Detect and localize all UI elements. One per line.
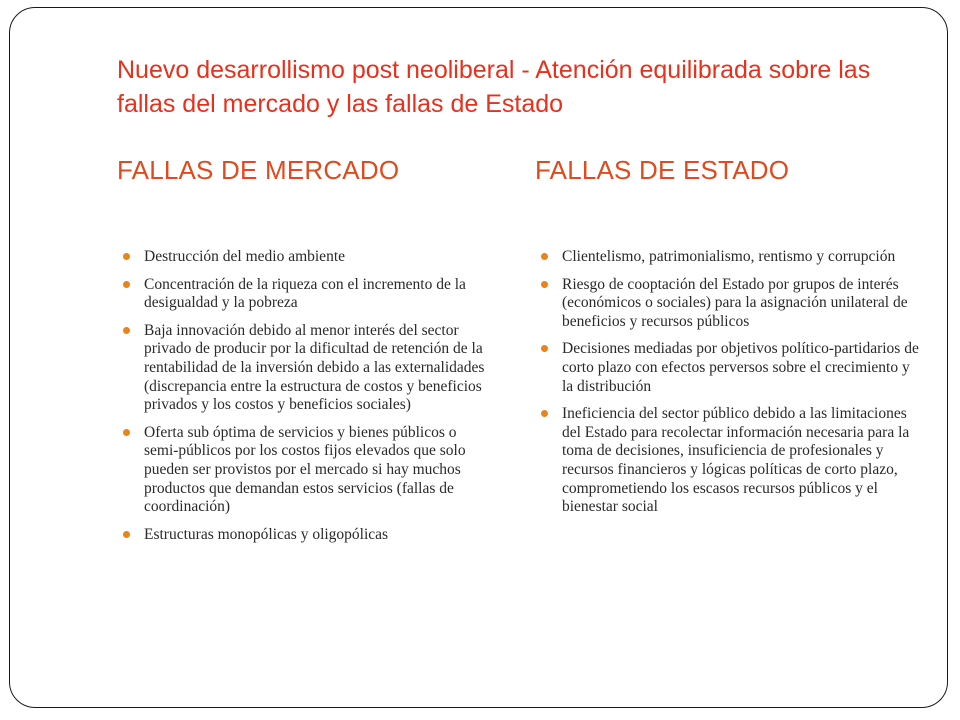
list-item: Concentración de la riqueza con el incremento de la desigualdad y la pobreza	[123, 276, 493, 313]
list-item: Oferta sub óptima de servicios y bienes públicos o semi-públicos por los costos fijos elevados que solo pueden ser provistos por el mercado si hay muchos productos que demandan estos servicios (fallas de coordinación)	[123, 424, 493, 517]
list-item: Estructuras monopólicas y oligopólicas	[123, 526, 493, 545]
slide-title: Nuevo desarrollismo post neoliberal - Atención equilibrada sobre las fallas del mercado y las fallas de Estado	[117, 56, 871, 118]
list-item: Baja innovación debido al menor interés del sector privado de producir por la dificultad de retención de la rentabilidad de la inversión debido a las externalidades (discrepancia entre la estructura de costos y beneficios privados y los costos y beneficios sociales)	[123, 322, 493, 415]
heading-fallas-de-mercado: FALLAS DE MERCADO	[117, 155, 400, 185]
list-item: Decisiones mediadas por objetivos político-partidarios de corto plazo con efectos perversos sobre el crecimiento y la distribución	[541, 340, 921, 396]
list-item: Destrucción del medio ambiente	[123, 248, 493, 267]
slide-frame	[9, 7, 948, 708]
heading-fallas-de-estado: FALLAS DE ESTADO	[535, 155, 790, 185]
fallas-de-estado-list	[541, 248, 921, 526]
list-item: Clientelismo, patrimonialismo, rentismo y corrupción	[541, 248, 921, 267]
fallas-de-mercado-list	[123, 248, 493, 553]
list-item: Riesgo de cooptación del Estado por grupos de interés (económicos o sociales) para la asignación unilateral de beneficios y recursos públicos	[541, 276, 921, 332]
list-item: Ineficiencia del sector público debido a las limitaciones del Estado para recolectar información necesaria para la toma de decisiones, insuficiencia de profesionales y recursos financieros y lógicas políticas de corto plazo, comprometiendo los escasos recursos públicos y el bienestar social	[541, 405, 921, 517]
